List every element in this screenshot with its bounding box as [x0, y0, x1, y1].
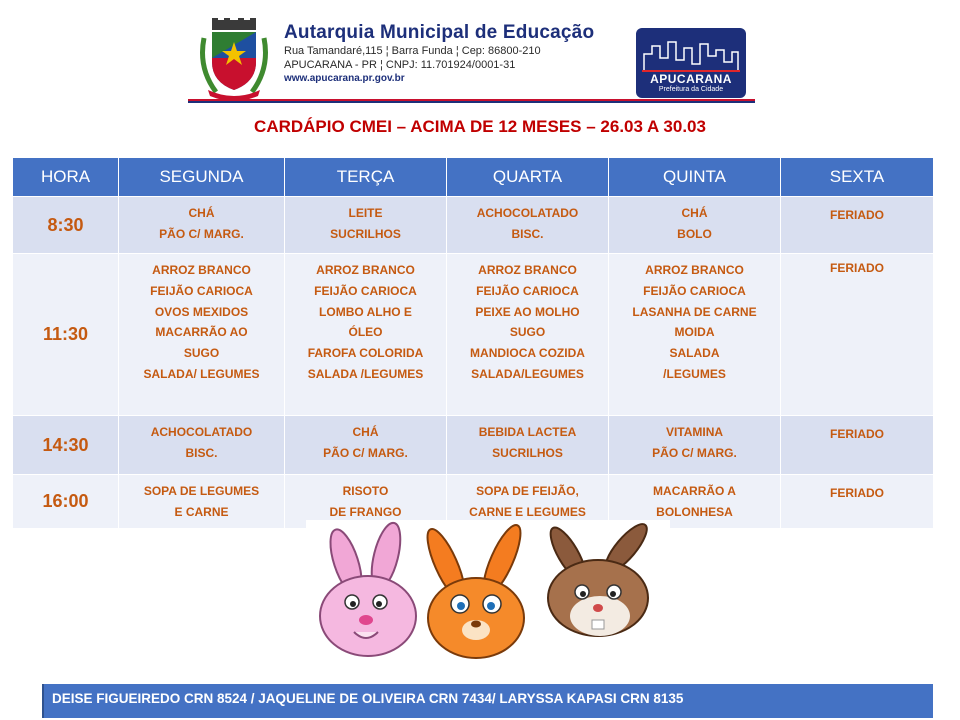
menu-cell [119, 254, 285, 416]
column-header-monday: SEGUNDA [119, 158, 285, 197]
menu-item: BISC. [511, 226, 544, 241]
holiday-label: FERIADO [830, 261, 884, 275]
menu-item: SOPA DE LEGUMES [143, 484, 260, 498]
menu-item: SUCRILHOS [492, 445, 563, 460]
menu-item: OVOS MEXIDOS [154, 304, 249, 319]
menu-cell [609, 254, 781, 416]
city-cnpj-line: APUCARANA - PR ¦ CNPJ: 11.701924/0001-31 [284, 59, 516, 71]
menu-item: BEBIDA LACTEA [478, 425, 577, 439]
menu-item: MACARRÃO A [653, 484, 736, 498]
nutritionists-credits: DEISE FIGUEIREDO CRN 8524 / JAQUELINE DE OLIVEIRA CRN 7434/ LARYSSA KAPASI CRN 8135 [52, 691, 684, 706]
logo-city-name: APUCARANA [650, 72, 732, 86]
menu-item: DE FRANGO [329, 504, 402, 519]
menu-item: ARROZ BRANCO [152, 263, 251, 277]
column-header-thursday: QUINTA [609, 158, 781, 197]
logo-subtitle: Prefeitura da Cidade [658, 86, 724, 93]
menu-cell [119, 416, 285, 475]
menu-item: LOMBO ALHO E [319, 304, 412, 319]
holiday-label: FERIADO [830, 486, 884, 500]
institution-name: Autarquia Municipal de Educação [284, 22, 595, 43]
menu-item: FAROFA COLORIDA [307, 346, 424, 361]
pink-bunny-icon [320, 520, 416, 656]
menu-item: ARROZ BRANCO [645, 263, 744, 277]
menu-item: ACHOCOLATADO [150, 425, 253, 439]
menu-item: FEIJÃO CARIOCA [643, 283, 746, 298]
menu-cell [609, 416, 781, 475]
menu-item: FEIJÃO CARIOCA [314, 283, 417, 298]
city-skyline-icon [636, 34, 746, 74]
menu-item: LEITE [348, 206, 383, 220]
menu-item: /LEGUMES [663, 366, 726, 381]
hour-cell: 14:30 [13, 416, 119, 475]
menu-cell [447, 416, 609, 475]
menu-item: PÃO C/ MARG. [159, 226, 244, 241]
table-header-row [13, 158, 934, 197]
holiday-label: FERIADO [830, 427, 884, 441]
menu-item: BOLONHESA [656, 504, 733, 519]
table-row [13, 416, 934, 475]
header-divider [188, 99, 755, 103]
menu-cell [285, 254, 447, 416]
menu-item: ÓLEO [348, 325, 383, 340]
menu-item: SUCRILHOS [330, 226, 401, 241]
menu-item: ARROZ BRANCO [316, 263, 415, 277]
menu-item: SUGO [183, 346, 220, 361]
menu-item: FEIJÃO CARIOCA [150, 283, 253, 298]
hour-cell: 8:30 [13, 197, 119, 254]
menu-item: SUGO [509, 325, 546, 340]
menu-item: ARROZ BRANCO [478, 263, 577, 277]
menu-item: CARNE E LEGUMES [469, 504, 586, 519]
menu-item: PÃO C/ MARG. [323, 445, 408, 460]
holiday-cell [781, 416, 934, 475]
menu-item: CHÁ [188, 206, 215, 220]
menu-cell [609, 197, 781, 254]
easter-bunnies-illustration [306, 520, 670, 665]
menu-item: RISOTO [342, 484, 389, 498]
menu-item: CHÁ [352, 425, 379, 439]
menu-item: LASANHA DE CARNE [632, 304, 757, 319]
column-header-tuesday: TERÇA [285, 158, 447, 197]
hour-cell: 16:00 [13, 475, 119, 529]
menu-item: SALADA [669, 346, 720, 361]
column-header-hour: HORA [13, 158, 119, 197]
menu-item: BOLO [677, 226, 712, 241]
weekly-menu-table [12, 157, 934, 529]
column-header-friday: SEXTA [781, 158, 934, 197]
menu-title: CARDÁPIO CMEI – ACIMA DE 12 MESES – 26.03 A 30.03 [254, 117, 706, 136]
brown-bunny-icon [544, 520, 653, 636]
address-line: Rua Tamandaré,115 ¦ Barra Funda ¦ Cep: 86800-210 [284, 45, 541, 57]
menu-cell [285, 416, 447, 475]
menu-item: E CARNE [174, 504, 229, 519]
menu-cell [119, 475, 285, 529]
nutritionists-footer [42, 684, 933, 718]
menu-item: FEIJÃO CARIOCA [476, 283, 579, 298]
column-header-wednesday: QUARTA [447, 158, 609, 197]
menu-item: SALADA/ LEGUMES [143, 366, 260, 381]
holiday-cell [781, 475, 934, 529]
table-row [13, 197, 934, 254]
menu-cell [447, 254, 609, 416]
menu-item: PEIXE AO MOLHO [475, 304, 580, 319]
holiday-cell [781, 197, 934, 254]
menu-item: SALADA/LEGUMES [471, 366, 584, 381]
menu-item: SALADA /LEGUMES [307, 366, 424, 381]
menu-item: BISC. [185, 445, 218, 460]
menu-cell [285, 197, 447, 254]
menu-item: MACARRÃO AO [155, 325, 248, 340]
menu-item: ACHOCOLATADO [476, 206, 579, 220]
holiday-cell [781, 254, 934, 416]
website-link[interactable]: www.apucarana.pr.gov.br [284, 73, 405, 84]
menu-item: CHÁ [681, 206, 708, 220]
orange-bunny-icon [420, 521, 527, 658]
menu-item: SOPA DE FEIJÃO, [476, 484, 579, 498]
menu-item: MOIDA [674, 325, 715, 340]
table-row [13, 254, 934, 416]
menu-item: MANDIOCA COZIDA [470, 346, 585, 361]
menu-cell [447, 197, 609, 254]
institution-info [284, 22, 614, 86]
city-hall-logo [636, 28, 746, 98]
menu-item: PÃO C/ MARG. [652, 445, 737, 460]
holiday-label: FERIADO [830, 208, 884, 222]
institution-header [188, 10, 755, 102]
menu-item: VITAMINA [665, 425, 724, 439]
menu-cell [119, 197, 285, 254]
hour-cell: 11:30 [13, 254, 119, 416]
municipal-crest-icon [198, 18, 270, 100]
